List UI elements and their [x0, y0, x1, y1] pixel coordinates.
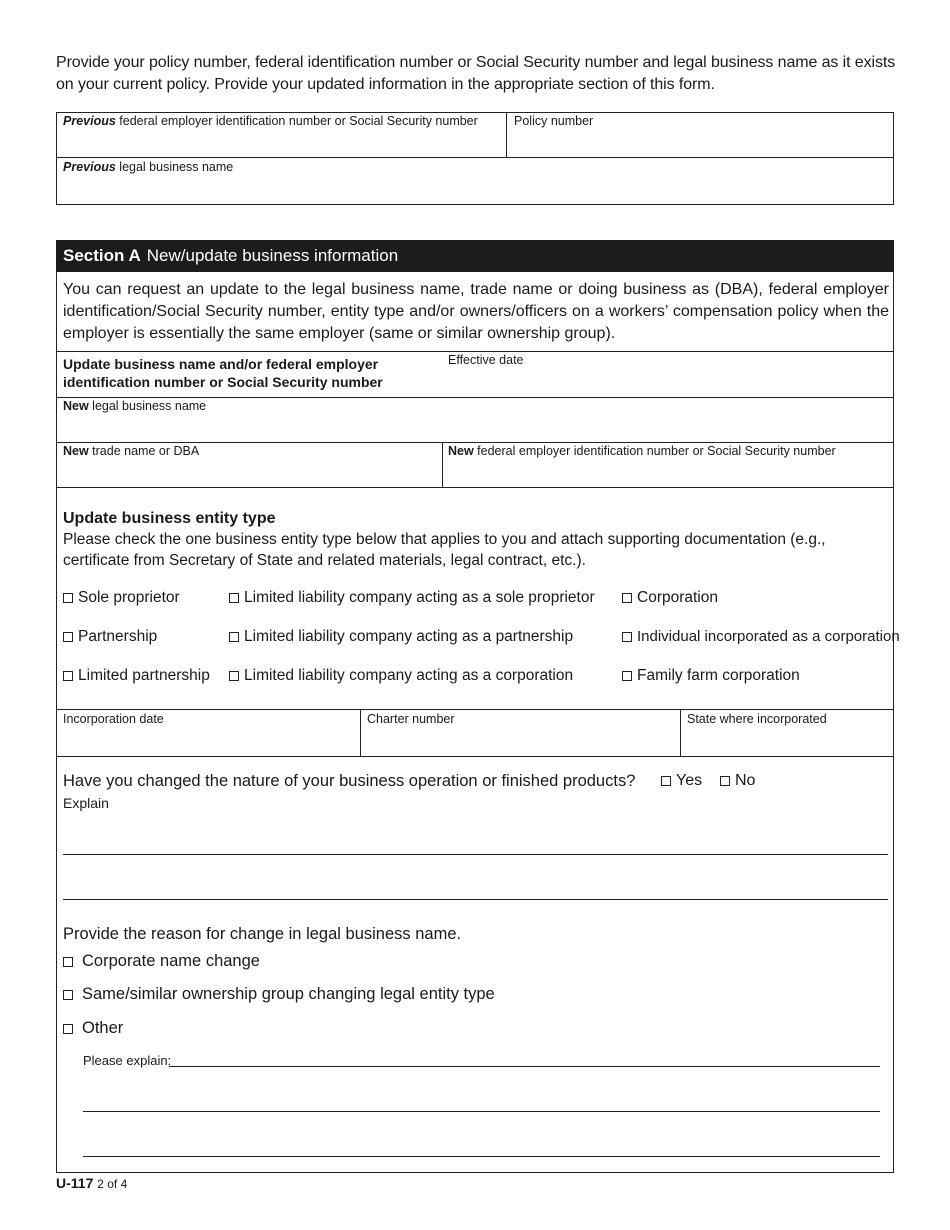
- option-label: Other: [82, 1019, 124, 1037]
- previous-fein-field[interactable]: [63, 114, 478, 129]
- option-label: Yes: [676, 772, 703, 789]
- reason-option-same-ownership[interactable]: [63, 985, 495, 1003]
- new-legal-name-field[interactable]: [63, 399, 206, 414]
- option-label: Sole proprietor: [78, 589, 180, 606]
- please-explain-line-2[interactable]: [83, 1111, 880, 1112]
- section-a-title-bold: Section A: [63, 246, 141, 265]
- checkbox[interactable]: [63, 990, 73, 1000]
- entity-option-llc-partnership[interactable]: [229, 628, 573, 646]
- new-fein-field[interactable]: [448, 444, 836, 459]
- nature-question: Have you changed the nature of your business operation or finished products?: [63, 772, 636, 790]
- checkbox[interactable]: [622, 671, 632, 681]
- form-footer: [56, 1175, 127, 1191]
- checkbox[interactable]: [720, 776, 730, 786]
- entity-heading: Update business entity type: [63, 510, 276, 527]
- incorporation-date-field[interactable]: [63, 712, 164, 727]
- checkbox[interactable]: [622, 593, 632, 603]
- intro-text: Provide your policy number, federal identification number or Social Security number and legal business name as it exists on your current policy. Provide your updated information in the appropriate section of this form.: [56, 54, 896, 93]
- section-a-title: New/update business information: [146, 246, 399, 265]
- entity-option-limited-partnership[interactable]: [63, 667, 210, 685]
- checkbox[interactable]: [661, 776, 671, 786]
- please-explain-label: Please explain:: [83, 1053, 172, 1068]
- checkbox[interactable]: [229, 632, 239, 642]
- checkbox[interactable]: [229, 593, 239, 603]
- divider: [442, 442, 443, 488]
- divider: [56, 442, 894, 443]
- update-heading-line-2: identification number or Social Security number: [63, 374, 383, 390]
- option-label: Limited liability company acting as a partnership: [244, 628, 574, 645]
- divider: [56, 487, 894, 488]
- section-a-description: You can request an update to the legal business name, trade name or doing business as (DBA), federal employer identification/Social Security number, entity type and/or owners/officers on a workers’ compensation policy when the employer is essentially the same employer (same or similar ownership group).: [63, 281, 889, 342]
- new-trade-bold: New: [63, 444, 89, 458]
- option-label: Limited liability company acting as a corporation: [244, 667, 574, 684]
- option-label: Corporate name change: [82, 952, 260, 970]
- entity-option-partnership[interactable]: [63, 628, 157, 646]
- update-heading: [63, 355, 433, 391]
- option-label: Family farm corporation: [637, 667, 800, 684]
- divider: [56, 157, 894, 158]
- divider: [680, 709, 681, 757]
- new-trade-name-field[interactable]: [63, 444, 199, 459]
- checkbox[interactable]: [63, 632, 73, 642]
- explain-line-1[interactable]: [63, 854, 888, 855]
- divider: [56, 709, 894, 710]
- nature-yes-option[interactable]: [661, 772, 702, 790]
- entity-instructions: Please check the one business entity type below that applies to you and attach supporting documentation (e.g., certificate from Secretary of State and related materials, legal contract, etc.).: [63, 531, 826, 569]
- divider: [56, 756, 894, 757]
- previous-fein-bold: Previous: [63, 114, 116, 128]
- entity-option-individual-incorporated[interactable]: [622, 628, 900, 646]
- entity-option-llc-corporation[interactable]: [229, 667, 573, 685]
- checkbox[interactable]: [622, 632, 632, 642]
- previous-name-label: legal business name: [115, 160, 234, 174]
- effective-date-label: Effective date: [448, 353, 524, 367]
- please-explain-line-1[interactable]: [169, 1066, 880, 1067]
- previous-name-field[interactable]: [63, 160, 233, 175]
- checkbox[interactable]: [63, 957, 73, 967]
- divider: [56, 351, 894, 352]
- state-incorporated-label: State where incorporated: [687, 712, 827, 726]
- entity-option-family-farm[interactable]: [622, 667, 800, 685]
- option-label: Limited partnership: [78, 667, 210, 684]
- explain-line-2[interactable]: [63, 899, 888, 900]
- option-label: Limited liability company acting as a sole proprietor: [244, 589, 595, 606]
- reason-question: Provide the reason for change in legal business name.: [63, 925, 462, 943]
- entity-option-corporation[interactable]: [622, 589, 718, 607]
- previous-name-bold: Previous: [63, 160, 116, 174]
- section-a-header: [56, 240, 894, 272]
- entity-option-sole-proprietor[interactable]: [63, 589, 180, 607]
- new-legal-name-bold: New: [63, 399, 89, 413]
- new-fein-label: federal employer identification number or Social Security number: [473, 444, 836, 458]
- effective-date-field[interactable]: [448, 353, 524, 368]
- new-legal-name-label: legal business name: [88, 399, 207, 413]
- option-label: Individual incorporated as a corporation: [637, 628, 900, 645]
- please-explain-line-3[interactable]: [83, 1156, 880, 1157]
- option-label: Corporation: [637, 589, 718, 606]
- explain-label: Explain: [63, 795, 109, 811]
- option-label: Partnership: [78, 628, 158, 645]
- reason-option-other[interactable]: [63, 1019, 123, 1037]
- charter-number-label: Charter number: [367, 712, 455, 726]
- entity-option-llc-sole-proprietor[interactable]: [229, 589, 595, 607]
- checkbox[interactable]: [63, 1024, 73, 1034]
- divider: [506, 112, 507, 158]
- new-fein-bold: New: [448, 444, 474, 458]
- policy-number-field[interactable]: [514, 114, 593, 129]
- state-incorporated-field[interactable]: [687, 712, 827, 727]
- charter-number-field[interactable]: [367, 712, 455, 727]
- form-id: U-117: [56, 1175, 94, 1191]
- reason-option-corporate-name[interactable]: [63, 952, 260, 970]
- nature-no-option[interactable]: [720, 772, 755, 790]
- new-trade-label: trade name or DBA: [88, 444, 200, 458]
- incorporation-date-label: Incorporation date: [63, 712, 164, 726]
- policy-number-label: Policy number: [514, 114, 594, 128]
- checkbox[interactable]: [63, 593, 73, 603]
- page-number: 2 of 4: [97, 1177, 128, 1191]
- previous-fein-label: federal employer identification number or Social Security number: [115, 114, 478, 128]
- divider: [360, 709, 361, 757]
- option-label: Same/similar ownership group changing legal entity type: [82, 985, 495, 1003]
- divider: [56, 397, 894, 398]
- checkbox[interactable]: [63, 671, 73, 681]
- update-heading-line-1: Update business name and/or federal employer: [63, 356, 379, 372]
- checkbox[interactable]: [229, 671, 239, 681]
- option-label: No: [735, 772, 756, 789]
